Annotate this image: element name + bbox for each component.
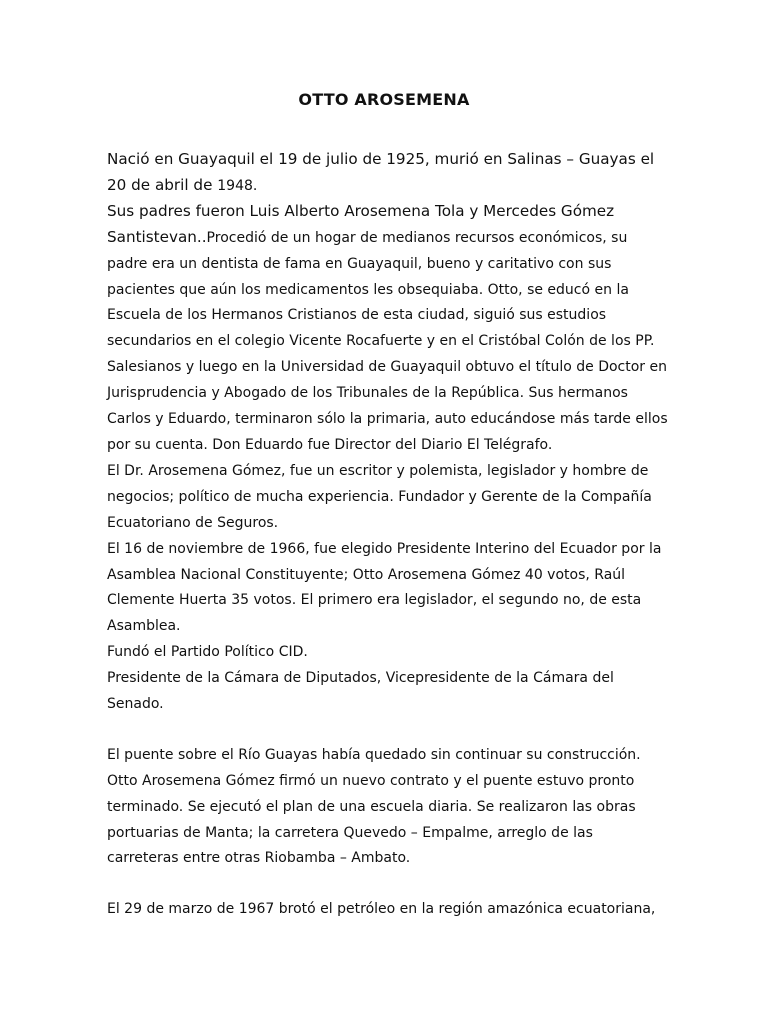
text-large: Sus padres fueron Luis Alberto Arosemena Tola y Mercedes Gómez [107,201,615,220]
text-line [107,768,667,794]
text-line [107,354,667,380]
document-title: OTTO AROSEMENA [298,90,470,109]
text-line [107,896,667,922]
text-small: Presidente de la Cámara de Diputados, Vicepresidente de la Cámara del [107,670,614,687]
text-small: El puente sobre el Río Guayas había quedado sin continuar su construcción. [107,746,641,763]
text-line [107,225,667,251]
text-small: carreteras entre otras Riobamba – Ambato. [107,850,411,867]
text-small: Escuela de los Hermanos Cristianos de esta ciudad, siguió sus estudios [107,307,607,324]
text-line [107,484,667,510]
text-small: El 16 de noviembre de 1966, fue elegido Presidente Interino del Ecuador por la [107,540,662,557]
text-line [107,432,667,458]
text-small: El Dr. Arosemena Gómez, fue un escritor y polemista, legislador y hombre de [107,462,649,479]
text-line [107,820,667,846]
text-small: Procedió de un hogar de medianos recursos económicos, su [206,229,628,246]
text-line [107,536,667,562]
text-line [107,147,667,173]
text-line [107,251,667,277]
text-small: Asamblea. [107,618,181,635]
text-line [107,510,667,536]
text-large: Nació en Guayaquil el 19 de julio de 1925, murió en Salinas – Guayas el [107,150,655,168]
text-small: Jurisprudencia y Abogado de los Tribunales de la República. Sus hermanos [107,385,628,402]
text-small: El 29 de marzo de 1967 brotó el petróleo en la región amazónica ecuatoriana, [107,901,656,918]
text-small: Ecuatoriano de Seguros. [107,514,279,531]
text-small: por su cuenta. Don Eduardo fue Director del Diario El Telégrafo. [107,436,553,453]
text-small: Otto Arosemena Gómez firmó un nuevo contrato y el puente estuvo pronto [107,772,635,789]
text-small: portuarias de Manta; la carretera Quevedo – Empalme, arreglo de las [107,824,593,841]
text-small: terminado. Se ejecutó el plan de una escuela diaria. Se realizaron las obras [107,798,636,815]
text-line [107,199,667,225]
text-line [107,562,667,588]
blank-line [107,871,667,896]
text-line [107,406,667,432]
text-line [107,742,667,768]
text-small: Fundó el Partido Político CID. [107,644,308,661]
text-line [107,458,667,484]
text-line [107,639,667,665]
text-line [107,277,667,303]
text-small: Salesianos y luego en la Universidad de Guayaquil obtuvo el título de Doctor en [107,359,667,376]
text-large: Santistevan.. [107,227,207,246]
text-small: 1948. [217,177,258,194]
text-small: Clemente Huerta 35 votos. El primero era legislador, el segundo no, de esta [107,592,642,609]
text-line [107,302,667,328]
text-small: padre era un dentista de fama en Guayaquil, bueno y caritativo con sus [107,255,612,272]
text-large: 20 de abril de [107,175,218,194]
text-line [107,380,667,406]
text-line [107,691,667,717]
text-line [107,587,667,613]
document-body [107,147,667,922]
text-small: secundarios en el colegio Vicente Rocafuerte y en el Cristóbal Colón de los PP. [107,333,655,350]
text-line [107,613,667,639]
text-line [107,665,667,691]
text-small: Carlos y Eduardo, terminaron sólo la primaria, auto educándose más tarde ellos [107,411,668,428]
text-line [107,173,667,199]
blank-line [107,717,667,742]
text-small: pacientes que aún los medicamentos les obsequiaba. Otto, se educó en la [107,281,629,298]
text-line [107,794,667,820]
text-line [107,328,667,354]
text-line [107,845,667,871]
text-small: Senado. [107,696,164,713]
text-small: Asamblea Nacional Constituyente; Otto Arosemena Gómez 40 votos, Raúl [107,566,626,583]
text-small: negocios; político de mucha experiencia. Fundador y Gerente de la Compañía [107,488,652,505]
